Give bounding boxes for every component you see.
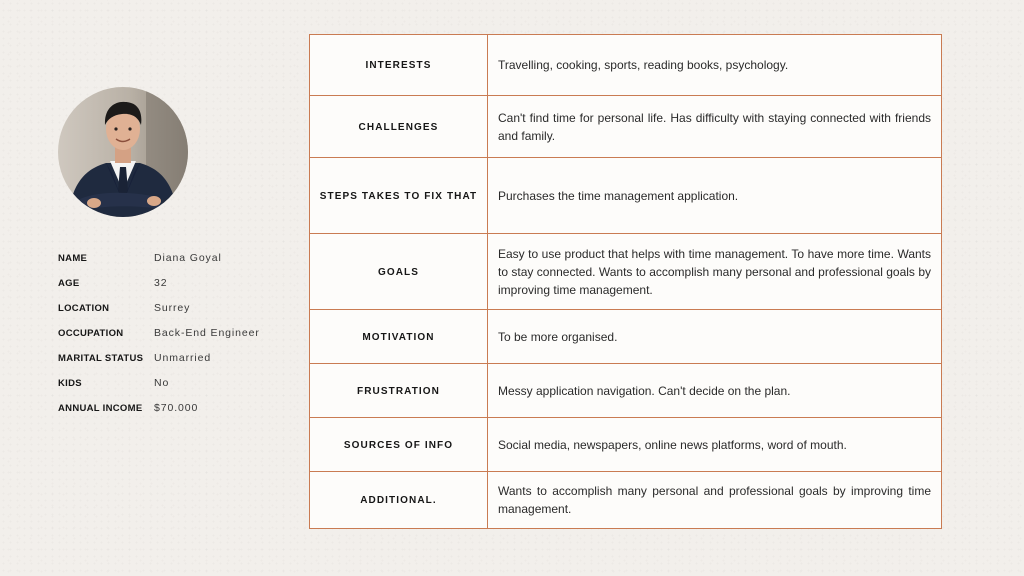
fact-row-name xyxy=(58,252,278,277)
row-text xyxy=(488,418,941,472)
row-heading: FRUSTRATION xyxy=(310,364,488,418)
row-heading: ADDITIONAL. xyxy=(310,472,488,528)
row-heading: GOALS xyxy=(310,234,488,310)
row-text-content: Easy to use product that helps with time management. To have more time. Wants to stay connected. Wants to accomplish many personal and professional goals by improving time management. xyxy=(498,247,931,297)
fact-label: LOCATION xyxy=(58,303,110,314)
row-heading: MOTIVATION xyxy=(310,310,488,364)
fact-label: MARITAL STATUS xyxy=(58,353,144,364)
fact-row-age xyxy=(58,277,278,302)
persona-table xyxy=(309,34,942,529)
row-heading: SOURCES OF INFO xyxy=(310,418,488,472)
profile-facts xyxy=(58,252,278,427)
fact-value: Back-End Engineer xyxy=(154,327,260,339)
table-row-challenges xyxy=(310,95,941,158)
row-text-content: To be more organised. xyxy=(498,330,618,344)
fact-label: ANNUAL INCOME xyxy=(58,403,143,414)
fact-label: NAME xyxy=(58,253,88,264)
table-row-steps xyxy=(310,157,941,234)
fact-label: AGE xyxy=(58,278,80,289)
fact-value: Unmarried xyxy=(154,352,212,364)
row-text-content: Messy application navigation. Can't decide on the plan. xyxy=(498,384,791,398)
row-heading: CHALLENGES xyxy=(310,96,488,158)
fact-row-location xyxy=(58,302,278,327)
fact-row-kids xyxy=(58,377,278,402)
row-text-content: Can't find time for personal life. Has difficulty with staying connected with friends and family. xyxy=(498,111,931,143)
row-heading: STEPS TAKES TO FIX THAT xyxy=(310,158,488,234)
row-text-content: Wants to accomplish many personal and professional goals by improving time management. xyxy=(498,484,931,516)
fact-row-marital-status xyxy=(58,352,278,377)
fact-row-annual-income xyxy=(58,402,278,427)
fact-value: $70.000 xyxy=(154,402,199,414)
table-row-frustration xyxy=(310,363,941,418)
table-row-interests xyxy=(310,35,941,95)
row-text xyxy=(488,364,941,418)
row-text xyxy=(488,234,941,310)
fact-row-occupation xyxy=(58,327,278,352)
fact-value: Diana Goyal xyxy=(154,252,222,264)
table-row-goals xyxy=(310,233,941,310)
row-text xyxy=(488,96,941,158)
fact-value: 32 xyxy=(154,277,168,289)
row-text xyxy=(488,35,941,95)
row-text xyxy=(488,158,941,234)
row-text-content: Travelling, cooking, sports, reading books, psychology. xyxy=(498,58,789,72)
table-row-sources xyxy=(310,417,941,472)
row-text-content: Social media, newspapers, online news platforms, word of mouth. xyxy=(498,438,847,452)
fact-label: KIDS xyxy=(58,378,82,389)
table-row-motivation xyxy=(310,309,941,364)
row-heading: INTERESTS xyxy=(310,35,488,95)
profile-photo xyxy=(58,87,188,217)
fact-value: Surrey xyxy=(154,302,191,314)
fact-value: No xyxy=(154,377,170,389)
row-text-content: Purchases the time management application. xyxy=(498,189,739,203)
row-text xyxy=(488,310,941,364)
table-row-additional xyxy=(310,471,941,528)
fact-label: OCCUPATION xyxy=(58,328,124,339)
row-text xyxy=(488,472,941,528)
